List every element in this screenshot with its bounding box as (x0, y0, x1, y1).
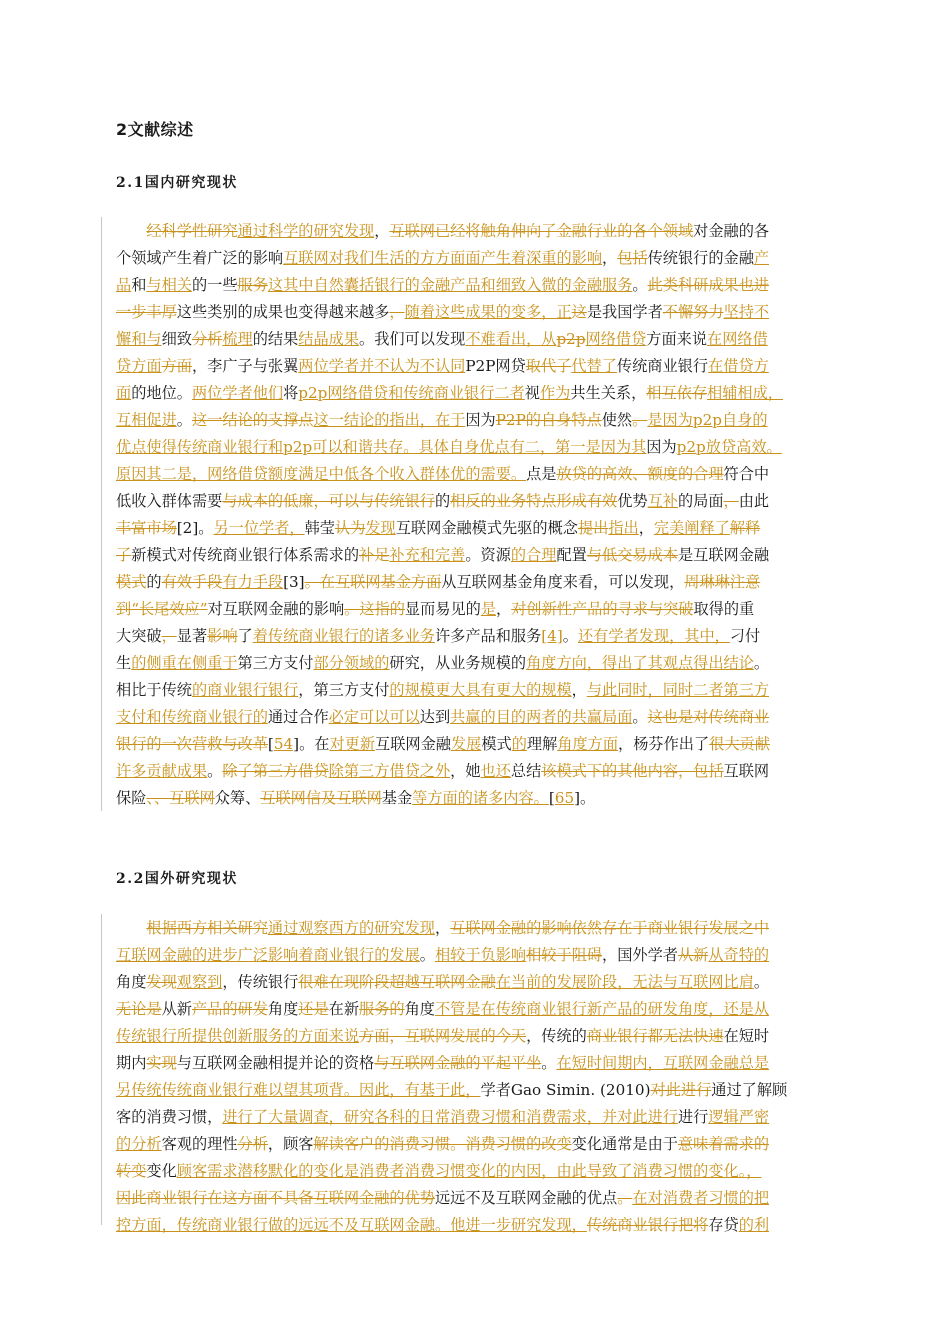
deleted-text: 到“长尾效应” (116, 600, 208, 618)
text-line (116, 245, 860, 272)
text-line (116, 969, 860, 996)
body-text: 通过了解顾 (711, 1081, 788, 1099)
deleted-text: 传统商业银行把将 (586, 1216, 709, 1234)
deleted-text: 方面 (161, 357, 192, 375)
deleted-text: 周琳琳注意 (684, 573, 761, 591)
text-line (116, 623, 860, 650)
text-line (116, 704, 860, 731)
text-line (116, 731, 860, 758)
deleted-text: 无论是 (116, 1000, 162, 1018)
body-text: 在短时 (723, 1027, 770, 1045)
body-text: ， (374, 222, 390, 240)
body-text: ， (602, 249, 618, 267)
inserted-text: 通过科学的研究发现 (237, 222, 375, 240)
deleted-text: 银行的一次营救与改革 (116, 735, 268, 753)
text-line (116, 299, 860, 326)
body-text: 符合中 (723, 465, 770, 483)
body-text: 。 (753, 654, 770, 672)
inserted-text: 必定可以可以 (328, 708, 420, 726)
text-line (116, 677, 860, 704)
deleted-text: 转变 (116, 1162, 147, 1180)
deleted-text: 不懈努力 (662, 303, 724, 321)
text-line (116, 1212, 860, 1239)
inserted-text: 代替了 (571, 357, 617, 375)
deleted-text: 这也是对传统商业 (647, 708, 770, 726)
inserted-text: 两位学者他们 (191, 384, 284, 402)
deleted-text: 放贷的高效、额度的合理 (556, 465, 724, 483)
deleted-text: 提出 (577, 519, 609, 537)
deleted-text: 互联网信及互联网 (260, 789, 382, 807)
body-text: 存贷 (708, 1216, 739, 1234)
text-line (116, 1158, 860, 1185)
body-text: 保险 (116, 789, 147, 807)
paragraph-domestic-research[interactable] (116, 218, 860, 812)
body-text: 视 (524, 384, 540, 402)
body-text: 模式 (481, 735, 512, 753)
body-text: 对互联网金融的影响 (207, 600, 345, 618)
body-text: ， (496, 600, 512, 618)
deleted-text: 分析 (237, 1135, 268, 1153)
body-text: ， (571, 681, 587, 699)
deleted-text: 一步丰厚 (116, 303, 177, 321)
text-line (116, 1131, 860, 1158)
inserted-text: 是 (480, 600, 497, 618)
body-text: 。 (632, 276, 648, 294)
deleted-text: 互联网已经将触角伸向了金融行业的各个领域 (389, 222, 694, 240)
body-text: 。 (753, 973, 770, 991)
paragraph-foreign-research[interactable] (116, 915, 860, 1239)
text-line (116, 1050, 860, 1077)
inserted-text: 两位学者并不认为不认同 (298, 357, 466, 375)
deleted-text: 。 (632, 411, 648, 429)
deleted-text: 、、互联网 (146, 789, 215, 807)
deleted-text: 相较于阻碍 (526, 946, 602, 964)
deleted-text: ， (723, 492, 739, 510)
inserted-text: 在网络借 (707, 330, 768, 348)
body-text: 取得的重 (693, 600, 755, 618)
body-text: ，第三方支付 (298, 681, 390, 699)
text-line (116, 996, 860, 1023)
inserted-text: 许多贡献成果 (116, 762, 208, 780)
text-line (116, 272, 860, 299)
inserted-text: 在短时间期内，互联网金融总是 (556, 1054, 770, 1072)
deleted-text: P2P的自身特点 (495, 411, 602, 429)
inserted-text: 产 (753, 249, 770, 267)
body-text: 。 (541, 1054, 557, 1072)
body-text (116, 919, 146, 937)
body-text: ，传统银行 (222, 973, 299, 991)
text-line (116, 515, 860, 542)
body-text: 是互联网金融 (677, 546, 770, 564)
body-text: 角度 (267, 1000, 299, 1018)
text-line (116, 434, 860, 461)
inserted-text: 通过观察西方的研究发现 (267, 919, 435, 937)
deleted-text: 补足 (359, 546, 390, 564)
inserted-text: 品 (116, 276, 132, 294)
inserted-text: 支付和传统商业银行的 (116, 708, 268, 726)
body-text: 生 (116, 654, 132, 672)
body-text: 配置 (556, 546, 587, 564)
body-text: 角度 (116, 973, 147, 991)
deleted-text: 与互联网金融的平起平坐 (374, 1054, 542, 1072)
inserted-text: 在借贷方 (708, 357, 769, 375)
body-text: 低收入群体需要 (116, 492, 223, 510)
body-text: 因为 (646, 438, 677, 456)
inserted-text: 贷方面 (116, 357, 162, 375)
body-text: 新模式对传统商业银行体系需求的 (131, 546, 359, 564)
body-text: 变化 (146, 1162, 177, 1180)
body-text (116, 222, 146, 240)
body-text: 通过 (267, 708, 299, 726)
deleted-text: 经科学性研究 (146, 222, 238, 240)
body-text: 。资源 (465, 546, 511, 564)
inserted-text: 有力手段 (222, 573, 284, 591)
inserted-text: 优点使得传统商业银行和p2p可以和谐共存。具体自身优点有二，第一是因为其 (116, 438, 647, 456)
body-text: 共生关系， (570, 384, 647, 402)
inserted-text: 懈和与 (116, 330, 162, 348)
inserted-text: 与相关 (146, 276, 192, 294)
deleted-text: 对此进行 (650, 1081, 712, 1099)
text-line (116, 650, 860, 677)
inserted-text: 坚持不 (723, 303, 770, 321)
inserted-text: 在当前的发展阶段，无法与互联网比肩 (495, 973, 754, 991)
inserted-text: 补充和完善 (389, 546, 466, 564)
body-text: 。 (419, 946, 435, 964)
body-text: 总结 (510, 762, 542, 780)
body-text: 细致 (161, 330, 192, 348)
inserted-text: 从奇特的 (708, 946, 770, 964)
inserted-text: 对更新 (329, 735, 376, 753)
body-text: 的地位。 (131, 384, 192, 402)
inserted-text: 不管是在传统商业银行新产品的研发角度，还是从 (434, 1000, 770, 1018)
body-text: 从新 (161, 1000, 192, 1018)
deleted-text: 分析 (191, 330, 223, 348)
inserted-text: 网络借贷 (585, 330, 647, 348)
body-text: 进行 (677, 1108, 709, 1126)
deleted-text: 除了第三方借贷 (222, 762, 329, 780)
inserted-text: 的规模更大具有更大的规模 (389, 681, 572, 699)
body-text: 基金 (381, 789, 413, 807)
inserted-text: 发展 (450, 735, 482, 753)
inserted-text: 着传统商业银行的诸多业务 (252, 627, 435, 645)
body-text: 角度 (404, 1000, 435, 1018)
text-line (116, 542, 860, 569)
text-line (116, 218, 860, 245)
body-text: 众筹、 (214, 789, 261, 807)
deleted-text: 。在互联网基金方面 (304, 573, 442, 591)
deleted-text: 。这指的 (344, 600, 405, 618)
body-text: [3] (283, 573, 305, 591)
deleted-text: 还是 (298, 1000, 329, 1018)
inserted-text: 另一位学者， (213, 519, 305, 537)
deleted-text: 有效手段 (161, 573, 223, 591)
inserted-text: 控方面，传统商业银行做的远远不及互联网金融。他进一步研究发现， (116, 1216, 587, 1234)
inserted-text: 随着这些成果的变多，正 (404, 303, 572, 321)
body-text: 的 (146, 573, 162, 591)
body-text: 韩莹 (304, 519, 335, 537)
deleted-text: 模式 (116, 573, 147, 591)
body-text: P2P网贷 (465, 357, 526, 375)
deleted-text: 很难在现阶段超越互联网金融 (298, 973, 496, 991)
inserted-text: 完美阐释了 (653, 519, 730, 537)
body-text: ，杨芬作出了 (618, 735, 710, 753)
deleted-text: 该模式下的其他内容，包括 (541, 762, 724, 780)
body-text: 是我国学者 (586, 303, 663, 321)
inserted-text: 发现 (365, 519, 396, 537)
body-text: ， (434, 919, 451, 937)
inserted-text: 结晶成果 (298, 330, 359, 348)
body-text: 。 (632, 708, 648, 726)
text-line (116, 461, 860, 488)
deleted-text: 产品的研发 (191, 1000, 268, 1018)
inserted-text: 65 (554, 789, 575, 807)
text-line (116, 596, 860, 623)
body-text: [ (267, 735, 274, 753)
inserted-text: 梳理 (222, 330, 253, 348)
body-text: 点是 (526, 465, 557, 483)
inserted-text: 在对消费者习惯的把 (632, 1189, 770, 1207)
revision-change-bar (101, 914, 102, 1225)
inserted-text: 54 (273, 735, 294, 753)
inserted-text: 作为 (539, 384, 571, 402)
inserted-text: 角度方向，得出了其观点得出结论 (526, 654, 754, 672)
text-line (116, 758, 860, 785)
deleted-text: 与低交易成本 (586, 546, 678, 564)
deleted-text: 这 (571, 303, 587, 321)
text-line (116, 569, 860, 596)
inserted-text: 的合理 (510, 546, 557, 564)
body-text: 因为 (465, 411, 496, 429)
deleted-text: 相互依存 (646, 384, 708, 402)
inserted-text: 还有学者发现，其中， (577, 627, 730, 645)
body-text: 的 (434, 492, 451, 510)
body-text: ，顾客 (267, 1135, 314, 1153)
body-text: 的局面 (677, 492, 724, 510)
deleted-text: 服务 (237, 276, 268, 294)
body-text: ]。在 (293, 735, 330, 753)
inserted-text: p2p放贷高效。 (676, 438, 782, 456)
text-line (116, 326, 860, 353)
body-text: 传统商业银行 (616, 357, 709, 375)
body-text: 刁付 (729, 627, 761, 645)
body-text: 客观的理性 (161, 1135, 238, 1153)
deleted-text: 很大贡献 (709, 735, 770, 753)
deleted-text: 发现 (146, 973, 177, 991)
body-text: ，国外学者 (602, 946, 678, 964)
body-text: 方面来说 (646, 330, 708, 348)
body-text: 和 (131, 276, 147, 294)
body-text: 学者Gao Simin. (2010) (480, 1081, 651, 1099)
body-text: 这些类别的成果也变得越来越多 (176, 303, 390, 321)
deleted-text: 这一结论的支撑点 (191, 411, 314, 429)
deleted-text: 实现 (146, 1054, 177, 1072)
inserted-text: 这一结论的指出，在于 (313, 411, 466, 429)
body-text: ， (638, 519, 654, 537)
body-text: ]。 (574, 789, 596, 807)
body-text: [2]。 (176, 519, 214, 537)
body-text: 对金融的各 (693, 222, 770, 240)
inserted-text: 互联网对我们生活的方方面面产生着深重的影响 (283, 249, 602, 267)
body-text: ，她 (450, 762, 481, 780)
body-text: 。 (176, 411, 192, 429)
inserted-text: 顾客需求潜移默化的变化是消费者消费习惯变化的内因，由此导致了消费习惯的变化。， (176, 1162, 762, 1180)
inserted-text: 原因其二是，网络借贷额度满足中低各个收入群体优的需要。 (116, 465, 527, 483)
inserted-text: 面 (116, 384, 132, 402)
body-text: 使然 (601, 411, 633, 429)
inserted-text: 与此同时，同时二者第三方 (586, 681, 770, 699)
body-text: 互联网金融模式先驱的概念 (395, 519, 578, 537)
deleted-text: p2p (556, 330, 586, 348)
body-text: [ (548, 789, 555, 807)
subsection-title-foreign: 2.2国外研究现状 (116, 871, 238, 887)
body-text: 传统银行的金融 (647, 249, 754, 267)
inserted-text: 相较于负影响 (434, 946, 527, 964)
inserted-text: 另传统传统商业银行难以望其项背。因此，有基于此， (116, 1081, 481, 1099)
body-text: 在新 (328, 1000, 359, 1018)
inserted-text: 的利 (738, 1216, 770, 1234)
inserted-text: 的 (511, 735, 527, 753)
deleted-text: 商业银行都无法快速 (586, 1027, 724, 1045)
deleted-text: 此类科研成果也进 (647, 276, 770, 294)
deleted-text: 服务的 (359, 1000, 405, 1018)
subsection-title-domestic: 2.1国内研究现状 (116, 175, 238, 191)
body-text: 客的消费习惯， (116, 1108, 223, 1126)
inserted-text: 也还 (480, 762, 511, 780)
deleted-text: 互联网金融的影响依然存在于商业银行发展之中 (450, 919, 770, 937)
inserted-text: 互联网金融的进步广泛影响着商业银行的发展 (116, 946, 420, 964)
inserted-text: 指出 (608, 519, 639, 537)
inserted-text: 的分析 (116, 1135, 162, 1153)
deleted-text: 了 (116, 546, 132, 564)
deleted-text: 影响 (207, 627, 238, 645)
body-text: 了 (237, 627, 253, 645)
body-text: 从互联网基金角度来看，可以发现， (441, 573, 685, 591)
inserted-text: 不难看出，从 (465, 330, 557, 348)
body-text: 期内 (116, 1054, 147, 1072)
body-text: 达到 (419, 708, 451, 726)
body-text: 相比于传统 (116, 681, 192, 699)
text-line (116, 488, 860, 515)
inserted-text: 这其中自然囊括银行的金融产品和细致入微的金融服务 (267, 276, 633, 294)
inserted-text: 互补 (647, 492, 678, 510)
deleted-text: 方面，互联网发展的今天 (359, 1027, 527, 1045)
deleted-text: 认为 (334, 519, 366, 537)
body-text: ，李广子与张翼 (191, 357, 299, 375)
deleted-text: 意味着需求的 (677, 1135, 770, 1153)
text-line (116, 1104, 860, 1131)
body-text: 的结果 (252, 330, 299, 348)
body-text: 互联网金融 (375, 735, 451, 753)
inserted-text: 角度方面 (557, 735, 619, 753)
body-text: 远远不及互联网金融的优点 (434, 1189, 618, 1207)
inserted-text: 共赢的目的两者的共赢局面 (450, 708, 633, 726)
body-text: 优势 (617, 492, 648, 510)
deleted-text: 相反的业务特点形成有效 (450, 492, 618, 510)
body-text: 互联网 (723, 762, 770, 780)
body-text: 的一些 (191, 276, 238, 294)
body-text: 合作 (298, 708, 329, 726)
deleted-text: 包括 (617, 249, 648, 267)
revision-change-bar (101, 217, 102, 811)
text-line (116, 915, 860, 942)
inserted-text: 互相促进 (116, 411, 177, 429)
body-text: 。 (207, 762, 223, 780)
text-line (116, 353, 860, 380)
text-line (116, 1023, 860, 1050)
body-text: 大突破 (116, 627, 162, 645)
text-line (116, 942, 860, 969)
body-text: ，传统的 (526, 1027, 587, 1045)
inserted-text: 的侧重在侧重于 (131, 654, 238, 672)
deleted-text: 取代了 (525, 357, 572, 375)
body-text: 许多产品和服务 (434, 627, 542, 645)
deleted-text: 。 (617, 1189, 633, 1207)
deleted-text: 对创新性产品的寻求与突破 (511, 600, 694, 618)
deleted-text: 与成本的低廉，可以与传统银行 (222, 492, 435, 510)
body-text: 第三方支付 (237, 654, 314, 672)
inserted-text: 观察到 (176, 973, 223, 991)
body-text: 显著 (176, 627, 208, 645)
body-text: 。我们可以发现 (359, 330, 466, 348)
text-line (116, 380, 860, 407)
inserted-text: [4] (541, 627, 563, 645)
deleted-text: ， (389, 303, 405, 321)
inserted-text: 的商业银行银行 (191, 681, 299, 699)
inserted-text: 进行了大量调查，研究各科的日常消费习惯和消费需求，并对此进行 (222, 1108, 678, 1126)
deleted-text: 解释 (729, 519, 761, 537)
deleted-text: 因此商业银行在这方面不具备互联网金融的优势 (116, 1189, 435, 1207)
deleted-text: 丰富市场 (116, 519, 177, 537)
section-title: 2文献综述 (116, 120, 194, 139)
inserted-text: 逻辑严密 (708, 1108, 770, 1126)
inserted-text: 部分领域的 (313, 654, 390, 672)
inserted-text: 等方面的诸多内容。 (412, 789, 549, 807)
text-line (116, 407, 860, 434)
inserted-text: 相辅相成， (707, 384, 783, 402)
inserted-text: p2p网络借贷和传统商业银行二者 (298, 384, 525, 402)
inserted-text: 传统银行所提供创新服务的方面来说 (116, 1027, 359, 1045)
deleted-text: 解读客户的消费习惯。消费习惯的改变 (313, 1135, 572, 1153)
inserted-text: 是因为p2p自身的 (647, 411, 768, 429)
deleted-text: 根据西方相关研究 (146, 919, 268, 937)
deleted-text: ， (161, 627, 177, 645)
text-line (116, 785, 860, 812)
body-text: 变化通常是由于 (571, 1135, 678, 1153)
body-text: 由此 (738, 492, 770, 510)
body-text: 与互联网金融相提并论的资格 (176, 1054, 375, 1072)
inserted-text: 除第三方借贷之外 (328, 762, 451, 780)
text-line (116, 1185, 860, 1212)
body-text: 。 (562, 627, 578, 645)
text-line (116, 1077, 860, 1104)
body-text: 个领域产生着广泛的影响 (116, 249, 284, 267)
deleted-text: 从新 (677, 946, 709, 964)
body-text: 将 (283, 384, 299, 402)
body-text: 理解 (526, 735, 558, 753)
body-text: 研究，从业务规模的 (389, 654, 527, 672)
body-text: 显而易见的 (404, 600, 481, 618)
